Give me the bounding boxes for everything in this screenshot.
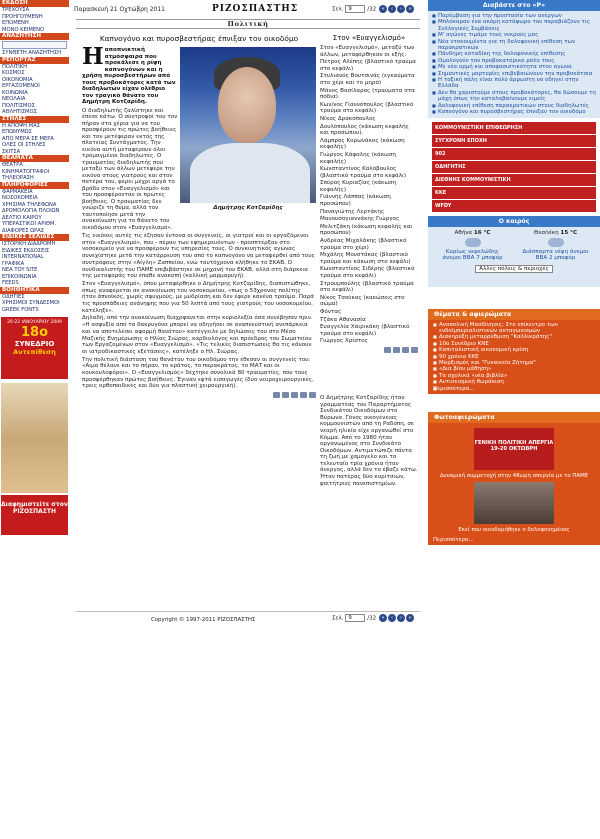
city-temp: 15 °C	[560, 229, 578, 236]
banner-ad[interactable]: WFDY	[432, 200, 596, 212]
promo-advertise[interactable]: Διαφημιστείτε στον ΡΙΖΟΣΠΑΣΤΗ	[1, 495, 68, 535]
photo-shirt	[190, 143, 310, 203]
nav-item[interactable]: ΙΣΤΟΡΙΚΗ ΔΙΑΔΡΟΜΗ	[2, 241, 56, 247]
injured-entry: Σπύρος Κυριαζίας (κάκωση κεφαλής)	[320, 180, 397, 193]
article-paragraph: Δηλαδή, από την ανακοίνωση διαχρφανεται στην κυριολεξία όσα συνέβησαν πριν. «Η ασφυξία από τα δακρυγόνα μπορεί να οδηγήσει σε αναπνευστική ανεπάρκεια και να αποτελέσει αφορμή θανάτου» κατέγγειλε με δηλώσεις του στο Μέσο Μαζικής Ενημέρωσης ο Ηλίας Σιώρας, καρδιολόγος και πρόεδρος του Σωματείου των Εργαζομένων στον «Ευαγγελισμό». «Τις τελικές διαπιστώσεις θα τις κάνουν οι ιατροδικαστικές εξετάσεις», κατέληξε ο Ηλ. Σιώρας.	[82, 315, 313, 355]
article-lead	[82, 43, 176, 106]
nav-heading: ΕΙΔΙΚΕΣ ΣΕΛΙΔΕΣ	[0, 234, 69, 241]
nav-item[interactable]: ΤΡΕΧΟΥΣΑ	[2, 7, 30, 13]
nav-item[interactable]: ΚΟΣΜΟΣ	[2, 70, 25, 76]
photo-face	[218, 67, 276, 143]
banner-ads	[428, 118, 600, 216]
share-icon[interactable]	[291, 392, 298, 398]
read-item[interactable]: ■ Δεν θα χαριστούμε στους προβοκάτορες, θα δώσουμε τη μάχη όπως την καταλαβαίνουμε ειμείς	[432, 90, 596, 103]
injured-entry: Τζάκα Αθανασία	[320, 316, 366, 323]
banner-ad[interactable]: ΣΥΓΧΡΟΝΗ ΕΠΟΧΗ	[432, 135, 596, 147]
read-item[interactable]: ■ Πάνδημη καταδίκη της δολοφονικής επίθεσης	[432, 51, 596, 57]
page-label: Σελ.	[331, 6, 344, 13]
promo-images[interactable]	[1, 383, 68, 493]
nav-item[interactable]: ΦΑΡΜΑΚΕΙΑ	[2, 188, 33, 195]
injured-entry: Δουλόπουλος (κάκωση κεφαλής και προσώπου).	[320, 123, 409, 137]
spacer	[428, 287, 600, 309]
article-paragraph: Στον «Ευαγγελισμό», όπου μεταφέρθηκε ο Δημήτρης Κοτζαρίδης, διαπιστώθηκε, όπως αναφέρεται σε ανακοίνωση του νοσοκομείου, «πως ο 53χρονος πολίτης ήταν άπνοϊκός, χωρίς σφυγμούς, με μυδρίαση και δεν έφερε κανένα τραύμα. Παρά τις προσπάθειες ανάνηψης που για 50 λεπτά από τους γιατρούς του νοσοκομείου, κατέληξε».	[82, 280, 314, 314]
theme-item[interactable]: ■ 10ο Συνέδριο ΚΝΕ	[433, 341, 595, 347]
injured-entry: Γιώργος Κάφαλης (κάκωση κεφαλής)	[320, 151, 396, 165]
prev-page-icon[interactable]: ‹	[388, 5, 396, 13]
read-item[interactable]: ■ Με νέα ορμή και αποφασιστικότητα στον αγώνα	[432, 64, 596, 70]
nav-item[interactable]: ΝΕΟΛΑΙΑ	[2, 96, 26, 102]
header	[70, 0, 420, 20]
nav-item[interactable]: INTERNATIONAL	[2, 254, 44, 260]
nav-heading: ΣΤΗΛΕΣ	[0, 116, 69, 123]
nav-item[interactable]: ΕΠΙΚΟΙΝΩΝΙΑ	[2, 273, 37, 280]
nav-item[interactable]: GREEK FONTS	[2, 306, 39, 313]
injured-entry: Παναγιώτης Λερτάκης	[320, 208, 385, 215]
page-input[interactable]: 9	[345, 614, 365, 622]
nav-item[interactable]: ΕΠΟΜΕΝΗ	[2, 20, 29, 26]
read-header: Διαβάστε στο «Ρ»	[428, 0, 600, 11]
nav-item[interactable]: ΟΙΚΟΝΟΜΙΑ	[2, 76, 33, 83]
nav-item[interactable]: ΔΙΑΦΟΡΕΣ ΩΡΑΣ	[2, 227, 45, 234]
themes-items	[433, 322, 595, 386]
injured-entry: Πέτρος Αλέπης (βλαστικό τραύμα στο κεφάλι)	[320, 59, 416, 72]
side-title: Στον «Ευαγγελισμό»	[332, 34, 406, 42]
page-label: Σελ.	[331, 615, 344, 622]
injured-entry: Κωνσταντίνος Καλόβουλος (βλαστικό τραύμα στο κεφάλι)	[320, 166, 407, 179]
next-page-icon[interactable]: ›	[397, 614, 405, 622]
nav-item[interactable]: ΔΡΟΜΟΛΟΓΙΑ ΠΛΟΙΩΝ	[2, 208, 60, 214]
section-title: Πολιτική	[76, 19, 420, 29]
nav-item[interactable]: ΕΡΓΑΖΟΜΕΝΟΙ	[2, 83, 40, 89]
theme-item[interactable]: ■ 90 χρόνια ΚΚΕ	[433, 354, 595, 360]
font-icon[interactable]	[309, 392, 316, 398]
nav-item[interactable]: ΑΠΟ ΜΕΡΑ ΣΕ ΜΕΡΑ	[2, 135, 54, 142]
promo-date: 20-22 ΙΑΝΟΥΑΡΙΟΥ 2009	[7, 320, 62, 325]
weather-city	[438, 230, 508, 261]
read-item[interactable]: ■ Δολοφονική επίθεση παρακρατικών στους διαδηλωτές	[432, 103, 596, 109]
injured-entry: Νίκος Δρακόπουλος	[320, 115, 376, 122]
nav-item[interactable]: ΔΕΛΤΙΟ ΚΑΙΡΟΥ	[2, 214, 42, 221]
promo-sub: Αντεπίθεση	[13, 348, 56, 356]
theme-item[interactable]: ■ Αντισεισμική θωράκιση	[433, 379, 595, 385]
nav-item[interactable]: ΟΔΗΓΙΕΣ	[2, 293, 25, 300]
read-item[interactable]: ■ Μπλόκαραν ένα ακόμη κατάφωρο του παραβιάζουν τις Συλλογικές Συμβάσεις	[432, 19, 596, 32]
promo-num: 18ο	[20, 325, 49, 340]
nav-heading: ΠΛΗΡΟΦΟΡΙΕΣ	[0, 182, 69, 189]
injured-entry: Μιχάλης Μουστάκας (βλαστικό τραύμα και κάκωση στο κεφάλι)	[320, 252, 411, 265]
injured-entry: Νίκος Τσούκας (κακώσεις στο σώμα)	[320, 294, 405, 308]
injured-entry: Κωνσταντίνος Σιδέρης (βλαστικό τραύμα στο κεφάλι)	[320, 266, 415, 279]
theme-item[interactable]: ■ «Δια βίου μάθηση»	[433, 366, 595, 372]
photo-caption-1[interactable]: Δυναμική συμμετοχή στην 48ωρη απεργία με το ΠΑΜΕ	[439, 472, 589, 479]
theme-item[interactable]: ■ Αναπολική Μασδίνησις; Στο επίκεντρο των ενδοϊμπεριαλιστικών ανταγωνισμών	[433, 322, 595, 335]
print-icon[interactable]	[384, 347, 391, 353]
nav-item[interactable]: ΤΗΛΕΟΡΑΣΗ	[2, 175, 34, 181]
theme-item[interactable]: ■ Διακηρύξη μεταρρύθμιση "Καλλικράτης"	[433, 334, 595, 340]
page-total: /32	[367, 615, 377, 622]
city-desc: Διάσπαρτα νέφη άνεμοι ΒΒΑ 2 μποφόρ	[522, 248, 589, 261]
nav-item[interactable]: ΣΥΝΘΕΤΗ ΑΝΑΖΗΤΗΣΗ	[2, 50, 62, 56]
city-desc: Κυρίως νεφελώδης άνεμοι ΒΒΑ 7 μποφόρ	[442, 248, 503, 261]
nav-item[interactable]: ΓΡΑΦΙΚΑ	[2, 260, 25, 267]
banner-ad[interactable]: ΚΚΕ	[432, 187, 596, 199]
nav-item[interactable]: ΧΡΗΣΙΜΟΙ ΣΥΝΔΕΣΜΟΙ	[2, 300, 60, 306]
theme-item[interactable]: ■ Τα σχολικά «νέα βιβλία»	[433, 373, 595, 379]
cloud-icon	[465, 238, 481, 247]
zoom-icon[interactable]	[300, 392, 307, 398]
nav-item[interactable]: NEA TOY SITE	[2, 267, 38, 273]
nav-item[interactable]: ΠΟΛΙΤΙΣΜΟΣ	[2, 102, 35, 109]
themes-list	[428, 320, 600, 394]
nav-heading: ΕΚΔΟΣΗ	[0, 0, 69, 7]
read-item[interactable]: ■ Σημαντικές μαρτυρίες επιβεβαιώνουν την προβοκάτσια	[432, 71, 596, 77]
nav-heading: ΡΕΠΟΡΤΑΖ	[0, 57, 69, 64]
weather-select[interactable]: Άλλες πόλεις & περιοχές	[475, 265, 553, 273]
nav-item[interactable]: ΠΡΟΗΓΟΥΜΕΝΗ	[2, 13, 43, 20]
article-title: Καπνογόνο και πυροσβεστήρας έπνιξαν τον οικοδόμο	[99, 34, 299, 43]
injured-entry: Ανδρέας Μιχαλάκης (βλαστικό τραύμα στο χέρι)	[320, 238, 407, 251]
banner-ad[interactable]: 902	[432, 148, 596, 160]
nav-item[interactable]: ΠΟΛΙΤΙΚΗ	[2, 63, 28, 70]
city-name: Θεσ/νίκη	[533, 229, 559, 236]
theme-item[interactable]: ■ Μαρξισμός και "Γυναικείο Ζήτημα"	[433, 360, 595, 366]
nav-item[interactable]: ΕΙΔΙΚΕΣ ΕΚΔΟΣΕΙΣ	[2, 247, 50, 254]
nav-item[interactable]: ΚΟΙΝΩΝΙΑ	[2, 89, 28, 96]
promo-congress[interactable]	[1, 317, 68, 379]
nav-heading: ΘΕΑΜΑΤΑ	[0, 155, 69, 162]
weather-header: Ο καιρός	[428, 216, 600, 227]
zoom-icon[interactable]	[411, 347, 418, 353]
injured-entry: Γιώργος Χρίστος	[320, 338, 368, 345]
read-item[interactable]: ■ Μ' αγώνες τιμάμε τους νεκρούς μας	[432, 32, 596, 38]
read-item[interactable]: ■ Καπνογόνο και πυροσβεστήρας έπνιξαν τον οικοδόμο	[432, 109, 596, 115]
article-para-1: Ο διαδηλωτής ζαλίστηκε και έπεσε κάτω. Ο σύντροφοί του τον πήραν στα χέρια για να του προσφέρουν τις πρώτες βοήθειες και τον μετέφεραν εκτός της πλατείας Συντάγματος. Την εικόνα αυτή μεταφέρουν όλοι τρομαγμένοι διαδηλωτές. Ο τραυματίας διαδηλωτής που μεταξύ των άλλων μετέφερε την εικόνα στους γιατρούς και στον πατέρα του, φέρει μέχρι αργά το βράδυ στον «Ευαγγελισμό» και του προσφέρονταν οι πρώτες βοήθειες. Ο τραυματίας δεν γνώριζε τη θύμα, αλλά τον ταυτοποίησε μετά την ανακοίνωση για το θάνατο του οικοδόμου στον «Ευαγγελισμό».	[82, 107, 178, 231]
nav-item[interactable]: ΑΘΛΗΤΙΣΜΟΣ	[2, 109, 37, 115]
city-line	[438, 230, 508, 236]
footer	[76, 611, 420, 625]
photos-more[interactable]: Περισσότερα...	[433, 536, 474, 543]
article-body	[82, 231, 316, 390]
search-input[interactable]	[2, 41, 67, 49]
read-item[interactable]: ■ Ομολογούν τον προβοκατόρικο ρόλο τους	[432, 58, 596, 64]
injured-entry: Γιάννης Λάππας (κάκωση προσώπου)	[320, 194, 391, 208]
themes-more[interactable]: ■ Περισσότερα...	[433, 386, 595, 392]
injured-entry: Στον «Ευαγγελισμό», μεταξύ των άλλων, μεταφέρθηκαν οι εξής:	[320, 45, 415, 58]
banner-ad[interactable]: ΟΔΗΓΗΤΗΣ	[432, 161, 596, 173]
copyright: Copyright © 1997-2011 ΡΙΖΟΣΠΑΣΤΗΣ	[151, 617, 256, 623]
page-input[interactable]: 9	[345, 5, 365, 13]
read-list	[428, 11, 600, 118]
nav-item[interactable]: ΥΠΕΡΑΣΤΙΚΟΙ ΑΡΙΘΜ.	[2, 221, 57, 227]
read-item[interactable]: ■ Νέα ντοκουμέντα για τη δολοφονική επίθεση των παρακρατικών	[432, 39, 596, 52]
nav-item[interactable]: FEEDS	[2, 280, 19, 286]
cloud-icon	[548, 238, 564, 247]
injured-list	[320, 45, 418, 345]
article	[82, 34, 316, 400]
issue-date: Παρασκευή 21 Οχτώβρη 2011	[74, 6, 165, 13]
nav-item[interactable]: ΣΚΙΤΣΑ	[2, 148, 21, 155]
photo-caption: Δημήτρης Κοτζαρίδης	[213, 205, 283, 211]
nav-item[interactable]: ΚΙΝΗΜΑΤΟΓΡΑΦΟΙ	[2, 168, 50, 175]
first-page-icon[interactable]: «	[379, 614, 387, 622]
email-icon[interactable]	[282, 392, 289, 398]
dropcap: Η	[82, 43, 104, 70]
last-page-icon[interactable]: »	[406, 614, 414, 622]
injured-entry: Στυλιανός Βουτσινάς (εγκαύματα στο χέρι και το μηρό)	[320, 73, 415, 86]
article-paragraph: Τις εικόνες αυτές τις έζησαν έντονα οι συγγενείς, οι γιατροί και οι εργαζόμενοι στον «Ευαγγελισμό», που - πέραν των εφημερευόντων - προσπτέρξαν στο νοσοκομείο για να προσφέρουν τις υπηρεσίες τους. Ο συγκινητικός αγώνας συνεχίστηκε μετά την κατάρρευση του από το καπνογόνο να μεταφερθεί από τους συντρόφους στην «Αίγλη» Ζαππείου, ενώ ταυτόχρονα κλήθηκε το ΕΚΑΒ. Ο συνδικαλιστής του ΠΑΜΕ επιβιβάστηκε σε μηχανή του ΕΚΑΒ, αλλά στη διάρκεια της μεταφοράς του έπαθε ανακοπή (καλλική μαρμαρυγή).	[82, 233, 315, 280]
injured-entry: Λάμπρος Κορωνάκος (κάκωση κεφαλής)	[320, 137, 405, 151]
city-temp: 16 °C	[473, 229, 491, 236]
first-page-icon[interactable]: «	[379, 5, 387, 13]
city-line	[521, 230, 591, 236]
photos-box	[428, 423, 600, 545]
lead-text: αποπνικτική ατμόσφαιρα που προκάλεσε η ρίψη καπνογόνων και η χρήση πυροσβεστήρων από τους προβοκάτορες κατά των διαδηλωτών είχαν ολέθριο τον τραγικό θάνατο του Δημήτρη Κοτζαρίδη.	[82, 47, 176, 105]
read-item[interactable]: ■ Παρέμβαση για την προστασία των ανέργων	[432, 13, 596, 19]
nav-item[interactable]: Η ΑΠΟΨΗ ΜΑΣ	[2, 122, 41, 129]
nav-item[interactable]: ΧΡΗΣΙΜΑ ΤΗΛΕΦΩΝΑ	[2, 201, 57, 208]
print-icon[interactable]	[273, 392, 280, 398]
injured-entry: Φόντας	[320, 308, 342, 315]
injured-entry: Μάνος Βασίλαρος (τραύματα στα πόδια).	[320, 87, 415, 101]
weather-box	[428, 227, 600, 287]
article-tools	[82, 392, 316, 400]
nav-item[interactable]: ΘΕΑΤΡΑ	[2, 162, 23, 168]
banner-ad[interactable]: ΔΙΕΘΝΗΣ ΚΟΜΜΟΥΝΙΣΤΙΚΗ	[432, 174, 596, 186]
weather-cities	[431, 230, 597, 261]
injured-entry: Μελιτζάκη (κάκωση κεφαλής και προσώπου)	[320, 223, 413, 237]
next-page-icon[interactable]: ›	[397, 5, 405, 13]
themes-header: Θέματα & αφιερώματα	[428, 309, 600, 320]
share-icon[interactable]	[402, 347, 409, 353]
spacer	[428, 394, 600, 412]
injured-entry: Μανουσογιαννάκης Γιώργος	[320, 216, 400, 223]
page-nav	[332, 5, 414, 13]
nav-heading: ΒΟΗΘΗΤΙΚΑ	[0, 287, 69, 294]
banner-ad[interactable]: ΚΟΜΜΟΥΝΙΣΤΙΚΗ ΕΠΙΘΕΩΡΗΣΗ	[432, 122, 596, 134]
photo-caption-2[interactable]: Εκεί που οικοδομήθηκε ο δολοφονημένος	[458, 526, 570, 533]
nav-item[interactable]: ΕΠΩΝΥΜΩΣ	[2, 129, 32, 135]
photo-thumb-2[interactable]	[474, 482, 554, 524]
last-page-icon[interactable]: »	[406, 5, 414, 13]
promo-text: ΣΥΝΕΔΡΙΟ	[14, 340, 55, 348]
injured-entry: Ευαγγελία Χαιρικάκη (βλαστικό τραύμα στο κεφάλι)	[320, 324, 410, 337]
injured-entry: Στρουμπούλης (βλαστικό τραύμα στο κεφάλι)	[320, 280, 414, 294]
weather-city	[521, 230, 591, 261]
read-item[interactable]: ■ Η τοξική πάλη είναι πολύ άρρωστη να οδηγεί στην Ελλάδα	[432, 77, 596, 90]
prev-page-icon[interactable]: ‹	[388, 614, 396, 622]
side-tools	[320, 347, 418, 355]
nav-item[interactable]: ΜΟΝΟ ΚΕΙΜΕΝΟ	[2, 26, 45, 33]
right-column	[428, 0, 600, 545]
footer-page-nav	[332, 614, 414, 622]
bio-note: Ο Δημήτρης Κοτζαρίδης ήταν γραμματέας του Παραρτήματος Συνδικάτου Οικοδόμων στο Βύρωνα. Γόνος οικογένειας κομμουνιστών από τη Ραδόπη, σε νεαρή ηλικία είχε οργανωθεί στο Κόμμα. Από το 1980 ήταν οργανωμένος στο Συνδικάτο Οικοδόμων. Αντιμετώπιζε πάντα τη ζωή με χαμόγελο και το τελευταίο τρία χρόνια ήταν άνεργος, αλλά δεν το έβαζε κάτω. Ήταν πατέρας δύο κοριτσιών, φοιτήτριες πανεπιστημίων.	[320, 394, 418, 487]
nav-item[interactable]: ΟΛΕΣ ΟΙ ΣΤΗΛΕΣ	[2, 142, 46, 148]
photos-header: Φωτοαφιερώματα	[428, 412, 600, 423]
left-nav	[0, 0, 69, 839]
article-photo	[180, 47, 316, 203]
page-total: /32	[367, 6, 377, 13]
injured-entry: Κων/νος Γιαννόπουλος (βλαστικό τραύμα στο κεφάλι)	[320, 101, 414, 115]
nav-item[interactable]: ΝΟΣΟΚΟΜΕΙΑ	[2, 195, 38, 201]
logo[interactable]: ΡΙΖΟΣΠΑΣΤΗΣ	[212, 4, 299, 14]
photo-thumb-1[interactable]: ΓΕΝΙΚΗ ΠΟΛΙΤΙΚΗ ΑΠΕΡΓΙΑ 19-20 ΟΚΤΩΒΡΗ	[474, 428, 554, 470]
theme-item[interactable]: ■ Καπιταλιστική οικονομική κρίση	[433, 347, 595, 353]
nav-heading: ΑΝΑΖΗΤΗΣΗ	[0, 33, 69, 40]
email-icon[interactable]	[393, 347, 400, 353]
article-paragraph: Την πολιτική διάσταση του θανάτου του οικοδόμου την έθεσαν οι συγγενείς του: «Αιμα θέλανε και το πήραν, το κράτος, το παρακράτος, το ΜΑΤ και οι κουκουλοφόροι». Ο «Ευαγγελισμός» δέχτηκε συνολικά 80 τραυματίες, που τους προσφέρθηκαν πρώτες βοήθειες. Έγιναν εφτά εισαγωγές (δύο νευροχειρουργικές, τρεις ορθοπαιδικές και δύο για πλαστική χειρουργική).	[82, 356, 314, 390]
city-name: Αθήνα	[454, 229, 473, 236]
side-column	[320, 34, 418, 487]
